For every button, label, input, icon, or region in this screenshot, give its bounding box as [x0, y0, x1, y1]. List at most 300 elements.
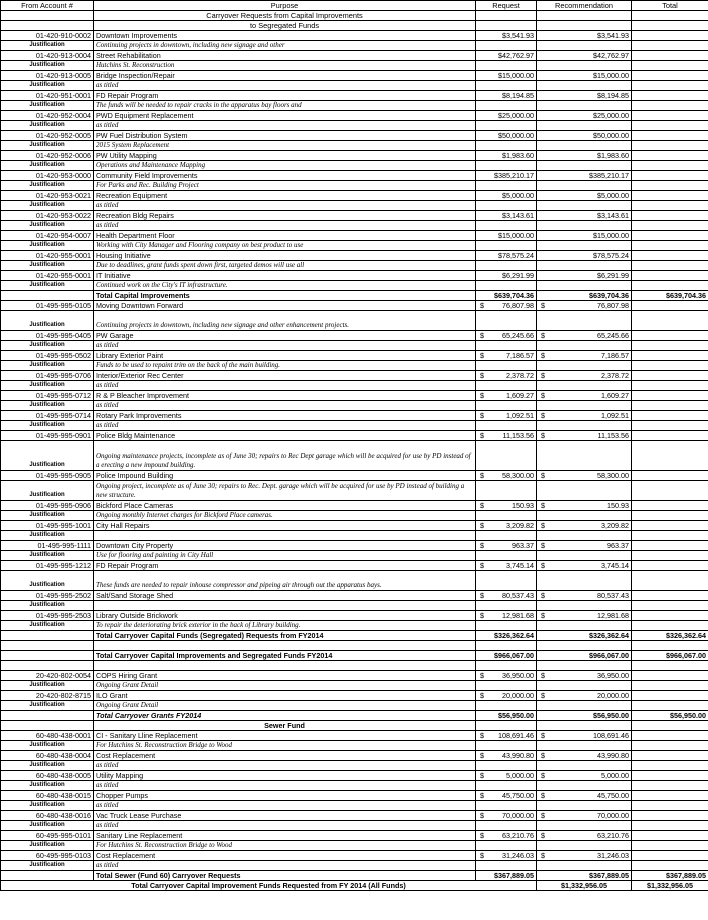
item-row	[1, 231, 708, 241]
request-cell: $25,000.00	[476, 111, 537, 121]
recommendation-cell	[537, 421, 632, 431]
justification-row	[1, 841, 708, 851]
recommendation-cell	[537, 331, 632, 341]
account-cell	[1, 711, 94, 721]
justification-label: Justification	[1, 441, 94, 471]
request-cell: $42,762.97	[476, 51, 537, 61]
recommendation-cell	[537, 41, 632, 51]
recommendation-cell	[537, 561, 632, 571]
total-cell	[632, 351, 708, 361]
total-cell	[632, 721, 708, 731]
request-cell	[476, 361, 537, 371]
justification-label: Justification	[1, 141, 94, 151]
request-cell	[476, 751, 537, 761]
request-value: 76,807.98	[502, 301, 534, 310]
total-cell	[632, 361, 708, 371]
justification-row	[1, 761, 708, 771]
account-cell	[1, 631, 94, 641]
total-cell	[632, 241, 708, 251]
justification-label: Justification	[1, 821, 94, 831]
purpose-cell: Bickford Place Cameras	[94, 501, 476, 511]
total-cell	[632, 441, 708, 471]
recommendation-cell	[537, 591, 632, 601]
justification-label: Justification	[1, 701, 94, 711]
dollar-sign: $	[480, 501, 484, 510]
purpose-cell: City Hall Repairs	[94, 521, 476, 531]
justification-row	[1, 121, 708, 131]
recommendation-cell	[537, 81, 632, 91]
recommendation-cell	[537, 411, 632, 421]
total-cell	[632, 271, 708, 281]
empty-cell	[537, 661, 632, 671]
purpose-cell: FD Repair Program	[94, 91, 476, 101]
justification-row	[1, 161, 708, 171]
request-cell: $15,000.00	[476, 71, 537, 81]
dollar-sign: $	[480, 371, 484, 380]
empty-cell	[476, 661, 537, 671]
recommendation-value: 11,153.56	[597, 431, 629, 440]
total-label: Total Sewer (Fund 60) Carryover Requests	[94, 871, 476, 881]
recommendation-cell	[537, 401, 632, 411]
purpose-cell: PW Utility Mapping	[94, 151, 476, 161]
recommendation-value: 31,246.03	[597, 851, 629, 860]
item-row	[1, 771, 708, 781]
justification-row	[1, 571, 708, 591]
purpose-cell: Chopper Pumps	[94, 791, 476, 801]
purpose-cell: COPS Hiring Grant	[94, 671, 476, 681]
total-cell	[632, 211, 708, 221]
account-cell: 01-420-953-0022	[1, 211, 94, 221]
request-cell	[476, 721, 537, 731]
request-cell	[476, 221, 537, 231]
total-cell	[632, 681, 708, 691]
recommendation-value: 20,000.00	[597, 691, 629, 700]
total-request: $326,362.64	[476, 631, 537, 641]
request-cell	[476, 391, 537, 401]
justification-row	[1, 821, 708, 831]
request-cell	[476, 121, 537, 131]
total-cell	[632, 811, 708, 821]
request-value: 3,745.14	[506, 561, 534, 570]
account-cell: 01-495-995-1111	[1, 541, 94, 551]
request-cell	[476, 741, 537, 751]
justification-label: Justification	[1, 601, 94, 611]
item-row	[1, 331, 708, 341]
recommendation-value: 65,245.66	[597, 331, 629, 340]
request-value: 45,750.00	[502, 791, 534, 800]
request-cell	[476, 341, 537, 351]
dollar-sign: $	[541, 561, 545, 570]
recommendation-cell	[537, 361, 632, 371]
recommendation-cell	[537, 671, 632, 681]
purpose-cell: CI - Sanitary Lline Replacement	[94, 731, 476, 741]
dollar-sign: $	[480, 731, 484, 740]
total-cell	[632, 471, 708, 481]
total-cell	[632, 701, 708, 711]
justification-label: Justification	[1, 401, 94, 411]
justification-label: Justification	[1, 121, 94, 131]
total-label: Total Carryover Capital Funds (Segregated) Requests from FY2014	[94, 631, 476, 641]
justification-text: as titled	[94, 81, 476, 91]
item-row	[1, 211, 708, 221]
header-total: Total	[632, 1, 708, 11]
justification-label: Justification	[1, 261, 94, 271]
purpose-cell: Housing Initiative	[94, 251, 476, 261]
dollar-sign: $	[541, 851, 545, 860]
total-cell	[632, 101, 708, 111]
account-cell: 01-420-913-0004	[1, 51, 94, 61]
recommendation-cell	[537, 721, 632, 731]
purpose-cell: PW Garage	[94, 331, 476, 341]
justification-text: Continuing projects in downtown, including new signage and other	[94, 41, 476, 51]
total-value: $326,362.64	[632, 631, 708, 641]
item-row	[1, 31, 708, 41]
item-row	[1, 71, 708, 81]
spacer-row	[1, 661, 708, 671]
dollar-sign: $	[541, 371, 545, 380]
dollar-sign: $	[541, 431, 545, 440]
dollar-sign: $	[480, 541, 484, 550]
total-recommendation: $56,950.00	[537, 711, 632, 721]
request-cell	[476, 501, 537, 511]
request-cell	[476, 201, 537, 211]
recommendation-value: 43,990.80	[597, 751, 629, 760]
total-cell	[632, 501, 708, 511]
request-cell	[476, 811, 537, 821]
recommendation-cell	[537, 351, 632, 361]
justification-row	[1, 41, 708, 51]
total-cell	[632, 751, 708, 761]
purpose-cell: Utility Mapping	[94, 771, 476, 781]
justification-text: These funds are needed to repair inhouse compressor and pipeing air through out the apparatus bays.	[94, 571, 476, 591]
dollar-sign: $	[480, 411, 484, 420]
request-cell	[476, 141, 537, 151]
recommendation-cell	[537, 141, 632, 151]
purpose-cell: Recreation Equipment	[94, 191, 476, 201]
recommendation-cell	[537, 311, 632, 331]
header-recommendation: Recommendation	[537, 1, 632, 11]
request-cell	[476, 181, 537, 191]
account-cell: 60-480-438-0005	[1, 771, 94, 781]
dollar-sign: $	[480, 591, 484, 600]
justification-row	[1, 101, 708, 111]
justification-text: as titled	[94, 801, 476, 811]
total-cell	[632, 261, 708, 271]
recommendation-cell: $78,575.24	[537, 251, 632, 261]
recommendation-cell	[537, 541, 632, 551]
total-cell	[632, 191, 708, 201]
request-value: 5,000.00	[506, 771, 534, 780]
item-row	[1, 271, 708, 281]
justification-label: Justification	[1, 741, 94, 751]
request-cell	[476, 41, 537, 51]
justification-row	[1, 701, 708, 711]
account-cell: 01-495-995-0405	[1, 331, 94, 341]
total-label: Total Carryover Grants FY2014	[94, 711, 476, 721]
request-value: 12,981.68	[502, 611, 534, 620]
total-cell	[632, 341, 708, 351]
recommendation-cell	[537, 761, 632, 771]
justification-label: Justification	[1, 421, 94, 431]
total-cell	[632, 781, 708, 791]
account-cell: 01-420-953-0021	[1, 191, 94, 201]
dollar-sign: $	[541, 391, 545, 400]
recommendation-cell	[537, 221, 632, 231]
total-cell	[632, 541, 708, 551]
recommendation-cell	[537, 471, 632, 481]
request-cell	[476, 441, 537, 471]
total-cell	[632, 91, 708, 101]
request-cell: $3,143.61	[476, 211, 537, 221]
justification-label: Justification	[1, 221, 94, 231]
justification-text: as titled	[94, 121, 476, 131]
empty-cell	[94, 661, 476, 671]
purpose-cell: Downtown Improvements	[94, 31, 476, 41]
dollar-sign: $	[480, 751, 484, 760]
recommendation-cell	[537, 791, 632, 801]
total-value: $56,950.00	[632, 711, 708, 721]
request-value: 108,691.46	[498, 731, 534, 740]
total-cell	[632, 71, 708, 81]
request-cell	[476, 241, 537, 251]
total-capital-row	[1, 291, 708, 301]
request-cell	[476, 61, 537, 71]
justification-text: Hutchins St. Reconstruction	[94, 61, 476, 71]
justification-text: Ongoing Grant Detail	[94, 701, 476, 711]
justification-text: 2015 System Replacement	[94, 141, 476, 151]
total-cell	[632, 841, 708, 851]
total-cell	[632, 331, 708, 341]
request-cell: $6,291.99	[476, 271, 537, 281]
request-cell	[476, 831, 537, 841]
total-recommendation: $367,889.05	[537, 871, 632, 881]
dollar-sign: $	[480, 791, 484, 800]
request-value: 70,000.00	[502, 811, 534, 820]
total-cell	[632, 371, 708, 381]
total-cell	[632, 791, 708, 801]
justification-text: Ongoing monthly Internet charges for Bickford Place cameras.	[94, 511, 476, 521]
justification-row	[1, 241, 708, 251]
justification-text: Ongoing project, incomplete as of June 30; repairs to Rec. Dept. garage which will be acquired for use by PD instead of building a new structure.	[94, 481, 476, 501]
justification-row	[1, 201, 708, 211]
recommendation-value: 63,210.76	[597, 831, 629, 840]
request-cell	[476, 351, 537, 361]
total-request: $56,950.00	[476, 711, 537, 721]
recommendation-cell	[537, 521, 632, 531]
justification-row	[1, 181, 708, 191]
recommendation-cell	[537, 571, 632, 591]
item-row	[1, 371, 708, 381]
account-cell: 60-480-438-0004	[1, 751, 94, 761]
purpose-cell: Health Department Floor	[94, 231, 476, 241]
request-cell	[476, 611, 537, 621]
justification-row	[1, 81, 708, 91]
total-cell	[632, 851, 708, 861]
total-cell	[632, 411, 708, 421]
request-cell	[476, 701, 537, 711]
dollar-sign: $	[480, 351, 484, 360]
account-cell: 20-420-802-8715	[1, 691, 94, 701]
justification-row	[1, 531, 708, 541]
request-cell	[476, 411, 537, 421]
total-cell	[632, 731, 708, 741]
dollar-sign: $	[541, 831, 545, 840]
account-cell: 01-495-995-0714	[1, 411, 94, 421]
dollar-sign: $	[541, 791, 545, 800]
recommendation-value: 3,745.14	[601, 561, 629, 570]
justification-label: Justification	[1, 81, 94, 91]
account-cell: 01-420-954-0007	[1, 231, 94, 241]
request-cell	[476, 791, 537, 801]
account-cell: 01-420-951-0001	[1, 91, 94, 101]
subtitle-row	[1, 21, 708, 31]
recommendation-cell	[537, 391, 632, 401]
justification-text: Ongoing maintenance projects, incomplete as of June 30; repairs to Rec Dept garage which will be acquired for use by PD instead of a erecting a new impound building.	[94, 441, 476, 471]
total-cell	[632, 391, 708, 401]
request-cell	[476, 731, 537, 741]
dollar-sign: $	[480, 831, 484, 840]
account-cell: 01-495-995-0105	[1, 301, 94, 311]
dollar-sign: $	[541, 301, 545, 310]
justification-row	[1, 861, 708, 871]
recommendation-cell	[537, 281, 632, 291]
recommendation-cell	[537, 481, 632, 501]
total-cell	[632, 131, 708, 141]
request-value: 36,950.00	[502, 671, 534, 680]
total-recommendation: $639,704.36	[537, 291, 632, 301]
request-cell	[476, 781, 537, 791]
total-cell	[632, 621, 708, 631]
recommendation-cell	[537, 781, 632, 791]
total-cell	[632, 551, 708, 561]
recommendation-cell: $42,762.97	[537, 51, 632, 61]
purpose-cell: Interior/Exterior Rec Center	[94, 371, 476, 381]
request-cell	[476, 261, 537, 271]
request-cell	[476, 761, 537, 771]
account-cell: 01-495-995-0502	[1, 351, 94, 361]
request-cell	[476, 681, 537, 691]
empty-cell	[1, 661, 94, 671]
justification-label: Justification	[1, 861, 94, 871]
justification-row	[1, 681, 708, 691]
item-row	[1, 351, 708, 361]
total-cell	[632, 181, 708, 191]
dollar-sign: $	[480, 611, 484, 620]
recommendation-cell	[537, 741, 632, 751]
justification-label: Justification	[1, 381, 94, 391]
justification-label: Justification	[1, 161, 94, 171]
empty-cell	[537, 641, 632, 651]
recommendation-value: 76,807.98	[597, 301, 629, 310]
purpose-cell: Police Impound Building	[94, 471, 476, 481]
total-segregated-row	[1, 631, 708, 641]
recommendation-value: 963.37	[607, 541, 629, 550]
request-value: 65,245.66	[502, 331, 534, 340]
recommendation-cell	[537, 771, 632, 781]
total-cell	[632, 251, 708, 261]
request-value: 7,186.57	[506, 351, 534, 360]
account-cell	[1, 651, 94, 661]
total-cell	[632, 401, 708, 411]
recommendation-cell	[537, 441, 632, 471]
recommendation-cell	[537, 531, 632, 541]
dollar-sign: $	[541, 351, 545, 360]
dollar-sign: $	[541, 521, 545, 530]
item-row	[1, 541, 708, 551]
request-cell	[476, 281, 537, 291]
recommendation-cell	[537, 621, 632, 631]
justification-row	[1, 601, 708, 611]
request-value: 963.37	[512, 541, 534, 550]
request-cell	[476, 471, 537, 481]
grand-total-label: Total Carryover Capital Improvement Funds Requested from FY 2014 (All Funds)	[1, 881, 537, 891]
recommendation-cell	[537, 381, 632, 391]
item-row	[1, 411, 708, 421]
recommendation-cell	[537, 851, 632, 861]
request-value: 11,153.56	[502, 431, 534, 440]
dollar-sign: $	[480, 771, 484, 780]
account-cell	[1, 291, 94, 301]
empty-cell	[632, 661, 708, 671]
account-cell: 01-420-955-0001	[1, 271, 94, 281]
total-cell	[632, 741, 708, 751]
item-row	[1, 561, 708, 571]
request-value: 150.93	[512, 501, 534, 510]
recommendation-cell	[537, 261, 632, 271]
item-row	[1, 431, 708, 441]
recommendation-cell: $25,000.00	[537, 111, 632, 121]
total-cell	[632, 221, 708, 231]
purpose-cell: Salt/Sand Storage Shed	[94, 591, 476, 601]
request-cell	[476, 591, 537, 601]
dollar-sign: $	[541, 771, 545, 780]
justification-text: Operations and Maintenance Mapping	[94, 161, 476, 171]
justification-row	[1, 361, 708, 371]
justification-label: Justification	[1, 61, 94, 71]
item-row	[1, 251, 708, 261]
justification-row	[1, 141, 708, 151]
justification-label: Justification	[1, 801, 94, 811]
purpose-cell: Bridge Inspection/Repair	[94, 71, 476, 81]
recommendation-cell	[537, 61, 632, 71]
justification-label: Justification	[1, 841, 94, 851]
recommendation-value: 45,750.00	[597, 791, 629, 800]
justification-row	[1, 801, 708, 811]
item-row	[1, 151, 708, 161]
recommendation-cell: $8,194.85	[537, 91, 632, 101]
account-cell: 01-420-952-0005	[1, 131, 94, 141]
total-cell	[632, 531, 708, 541]
justification-row	[1, 341, 708, 351]
dollar-sign: $	[541, 691, 545, 700]
total-cell	[632, 611, 708, 621]
total-cell	[632, 61, 708, 71]
justification-text: Continuing projects in downtown, including new signage and other enhancement projects.	[94, 311, 476, 331]
grand-total-recommendation: $1,332,956.05	[537, 881, 632, 891]
dollar-sign: $	[480, 691, 484, 700]
request-cell	[476, 821, 537, 831]
total-cell	[632, 821, 708, 831]
justification-label: Justification	[1, 101, 94, 111]
recommendation-value: 36,950.00	[597, 671, 629, 680]
dollar-sign: $	[541, 731, 545, 740]
request-cell	[476, 381, 537, 391]
dollar-sign: $	[541, 591, 545, 600]
dollar-sign: $	[480, 561, 484, 570]
recommendation-value: 70,000.00	[597, 811, 629, 820]
purpose-cell: PW Fuel Distribution System	[94, 131, 476, 141]
recommendation-cell	[537, 691, 632, 701]
